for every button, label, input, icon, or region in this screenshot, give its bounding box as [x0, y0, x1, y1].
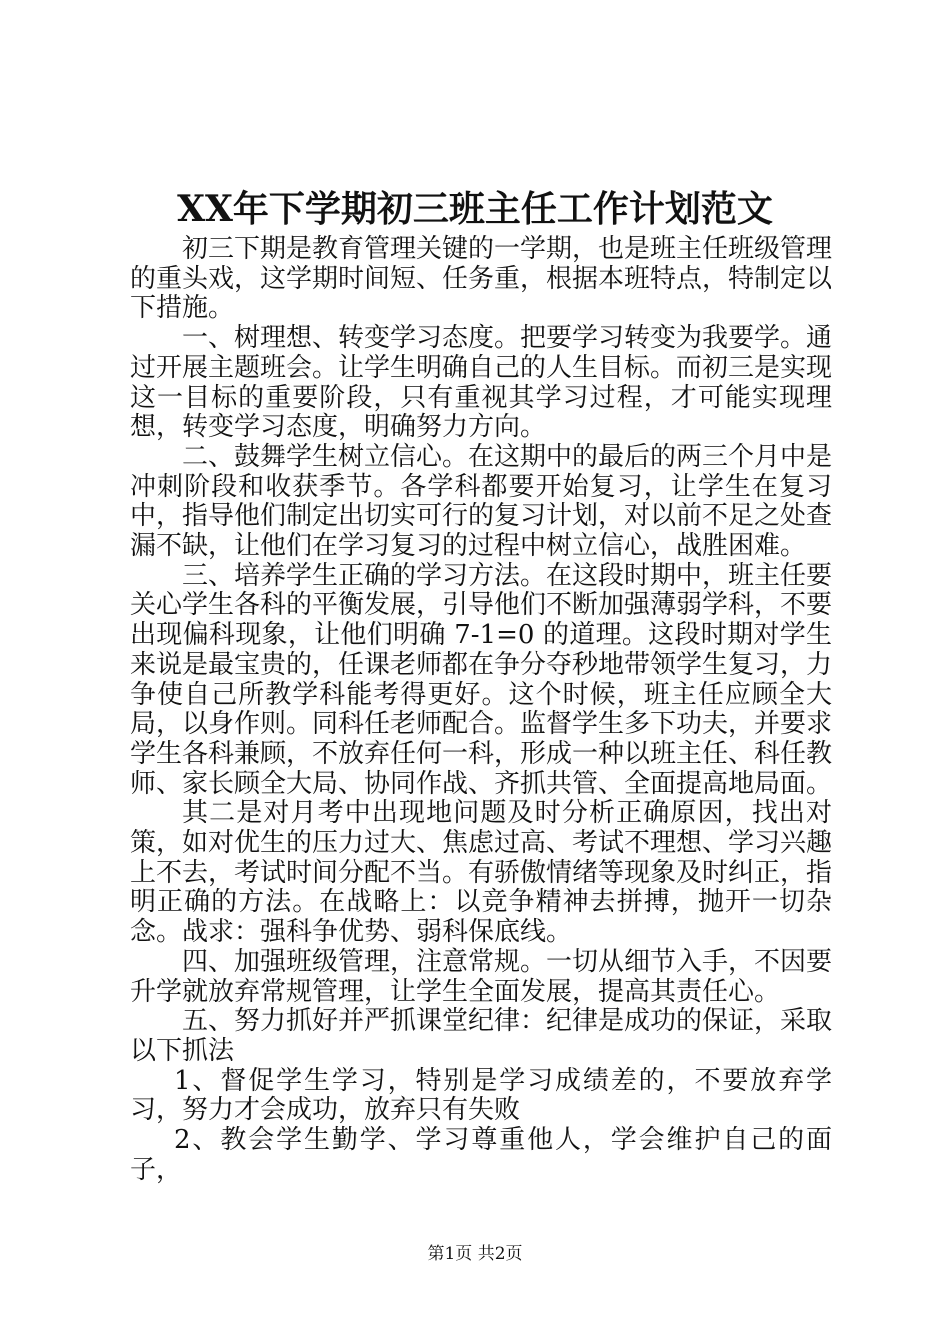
paragraph-section-3-part-2: 其二是对月考中出现地问题及时分析正确原因，找出对策，如对优生的压力过大、焦虑过高、考试不理想、学习兴趣上不去，考试时间分配不当。有骄傲情绪等现象及时纠正，指明正确的方法。在战略上：以竞争精神去拼搏，抛开一切杂念。战求：强科争优势、弱科保底线。: [130, 798, 833, 948]
paragraph-section-2: 二、鼓舞学生树立信心。在这期中的最后的两三个月中是冲刺阶段和收获季节。各学科都要开始复习，让学生在复习中，指导他们制定出切实可行的复习计划，对以前不足之处查漏不缺，让他们在学习复习的过程中树立信心，战胜困难。: [130, 441, 833, 562]
paragraph-section-5: 五、努力抓好并严抓课堂纪律：纪律是成功的保证，采取以下抓法: [130, 1006, 833, 1066]
page-number-footer: 第1页 共2页: [427, 1244, 523, 1264]
document-title: XX年下学期初三班主任工作计划范文: [177, 188, 773, 230]
list-item-1: 1、督促学生学习，特别是学习成绩差的，不要放弃学习，努力才会成功，放弃只有失败: [130, 1065, 832, 1126]
paragraph-section-1: 一、树理想、转变学习态度。把要学习转变为我要学。通过开展主题班会。让学生明确自己的人生目标。而初三是实现这一目标的重要阶段，只有重视其学习过程，才可能实现理想，转变学习态度，明确努力方向。: [130, 323, 833, 443]
paragraph-intro: 初三下期是教育管理关键的一学期，也是班主任班级管理的重头戏，这学期时间短、任务重，根据本班特点，特制定以下措施。: [130, 234, 833, 324]
paragraph-section-3: 三、培养学生正确的学习方法。在这段时期中，班主任要关心学生各科的平衡发展，引导他们不断加强薄弱学科，不要出现偏科现象，让他们明确 7-1=0 的道理。这段时期对学生来说是最宝贵的，任课老师都在争分夺秒地带领学生复习，力争使自己所教学科能考得更好。这个时候，班主任应顾全大局，以身作则。同科任老师配合。监督学生多下功夫，并要求学生各科兼顾，不放弃任何一科，形成一种以班主任、科任教师、家长顾全大局、协同作战、齐抓共管、全面提高地局面。: [130, 560, 833, 799]
paragraph-section-4: 四、加强班级管理，注意常规。一切从细节入手，不因要升学就放弃常规管理，让学生全面发展，提高其责任心。: [130, 946, 833, 1007]
document-body: [130, 235, 832, 1186]
list-item-2: 2、教会学生勤学、学习尊重他人，学会维护自己的面子，: [130, 1125, 832, 1185]
